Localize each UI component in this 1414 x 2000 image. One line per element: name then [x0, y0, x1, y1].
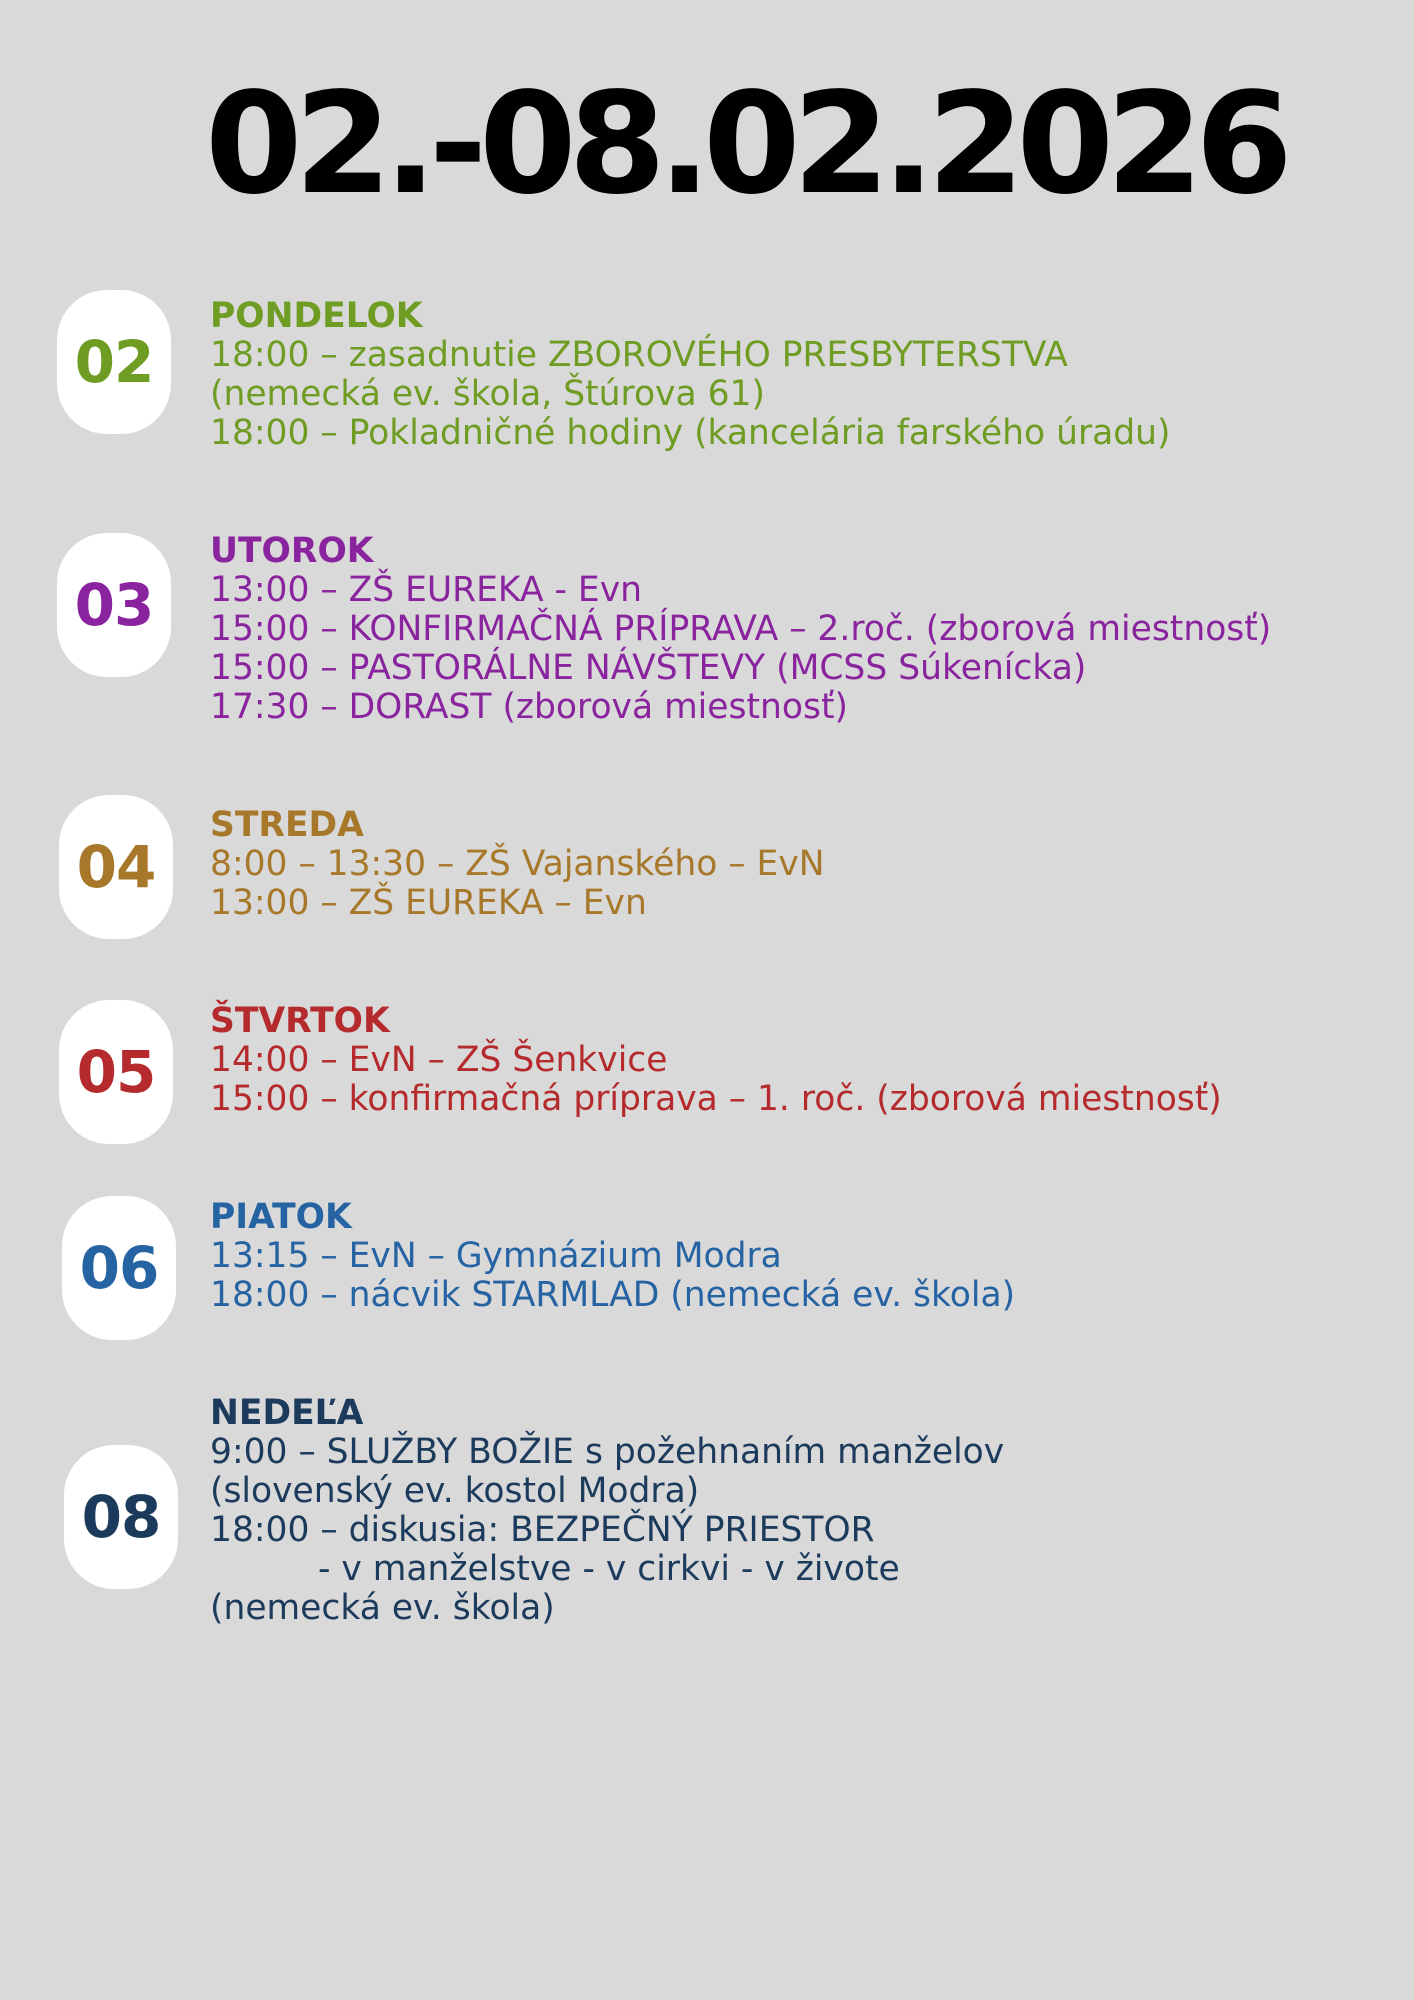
week-title: 02.-08.02.2026	[205, 63, 1285, 226]
day-events	[210, 1198, 1015, 1315]
event-line: (nemecká ev. škola, Štúrova 61)	[210, 374, 765, 414]
day-events	[210, 1002, 1222, 1119]
event-line: 15:00 – KONFIRMAČNÁ PRÍPRAVA – 2.roč. (zborová miestnosť)	[210, 609, 1272, 649]
event-line: 17:30 – DORAST (zborová miestnosť)	[210, 687, 848, 727]
day-name: PIATOK	[210, 1197, 352, 1237]
event-line: 18:00 – nácvik STARMLAD (nemecká ev. škola)	[210, 1275, 1016, 1315]
day-badge: 04	[59, 795, 173, 939]
day-badge: 02	[57, 290, 171, 434]
day-name: ŠTVRTOK	[210, 1001, 390, 1041]
day-name: PONDELOK	[210, 296, 423, 336]
day-badge: 05	[59, 1000, 173, 1144]
event-line: 15:00 – konfirmačná príprava – 1. roč. (zborová miestnosť)	[210, 1079, 1222, 1119]
day-events	[210, 1394, 1004, 1628]
day-badge: 03	[57, 533, 171, 677]
event-line: - v manželstve - v cirkvi - v živote	[318, 1549, 900, 1589]
day-events	[210, 532, 1271, 727]
day-name: STREDA	[210, 805, 364, 845]
day-name: NEDEĽA	[210, 1393, 364, 1433]
event-line: 9:00 – SLUŽBY BOŽIE s požehnaním manželov	[210, 1432, 1005, 1472]
event-line: 14:00 – EvN – ZŠ Šenkvice	[210, 1040, 668, 1080]
event-line: 18:00 – Pokladničné hodiny (kancelária farského úradu)	[210, 413, 1171, 453]
event-line: (nemecká ev. škola)	[210, 1588, 555, 1628]
event-line: 18:00 – zasadnutie ZBOROVÉHO PRESBYTERSTVA	[210, 335, 1068, 375]
day-name: UTOROK	[210, 531, 374, 571]
day-events	[210, 297, 1171, 453]
day-events	[210, 806, 825, 923]
day-badge: 08	[64, 1445, 178, 1589]
event-line: 18:00 – diskusia: BEZPEČNÝ PRIESTOR	[210, 1510, 875, 1550]
event-line: 15:00 – PASTORÁLNE NÁVŠTEVY (MCSS Súkenícka)	[210, 648, 1087, 688]
event-line: 13:00 – ZŠ EUREKA – Evn	[210, 883, 647, 923]
day-badge: 06	[62, 1196, 176, 1340]
event-line: 8:00 – 13:30 – ZŠ Vajanského – EvN	[210, 844, 825, 884]
event-line: 13:00 – ZŠ EUREKA - Evn	[210, 570, 643, 610]
event-line: (slovenský ev. kostol Modra)	[210, 1471, 700, 1511]
event-line: 13:15 – EvN – Gymnázium Modra	[210, 1236, 782, 1276]
